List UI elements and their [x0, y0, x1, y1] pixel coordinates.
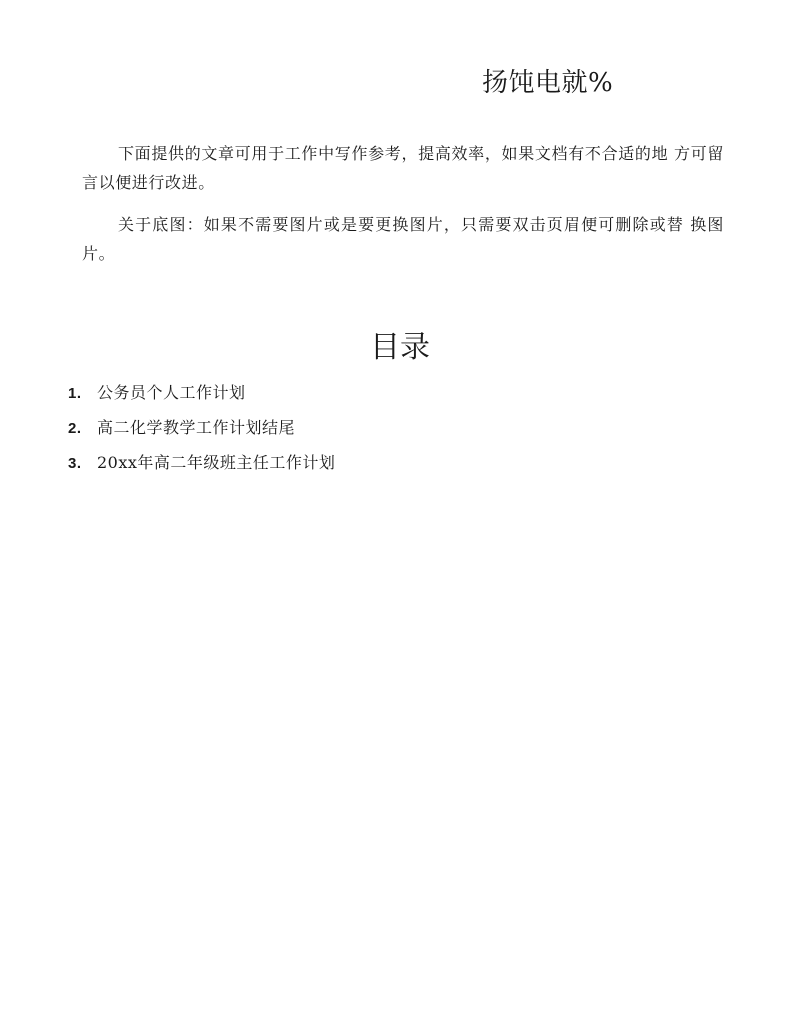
toc-item-text: 公务员个人工作计划	[97, 383, 246, 402]
toc-item-number: 3.	[68, 455, 82, 472]
intro-paragraph-usage: 下面提供的文章可用于工作中写作参考，提高效率，如果文档有不合适的地 方可留言以便进行改进。	[82, 144, 724, 192]
header-title: 扬饨电就%	[482, 68, 614, 98]
toc-item[interactable]	[68, 415, 335, 450]
toc-title: 目录	[370, 330, 430, 365]
toc-item[interactable]	[68, 380, 335, 415]
toc-item-number: 1.	[68, 385, 82, 402]
toc-item[interactable]	[68, 450, 335, 485]
intro-paragraph-background: 关于底图：如果不需要图片或是要更换图片，只需要双击页眉便可删除或替 换图片。	[82, 215, 724, 263]
toc-item-text: 20xx年高二年级班主任工作计划	[97, 453, 336, 472]
toc-item-text: 高二化学教学工作计划结尾	[97, 418, 296, 437]
toc-list	[68, 380, 335, 485]
toc-item-number: 2.	[68, 420, 82, 437]
